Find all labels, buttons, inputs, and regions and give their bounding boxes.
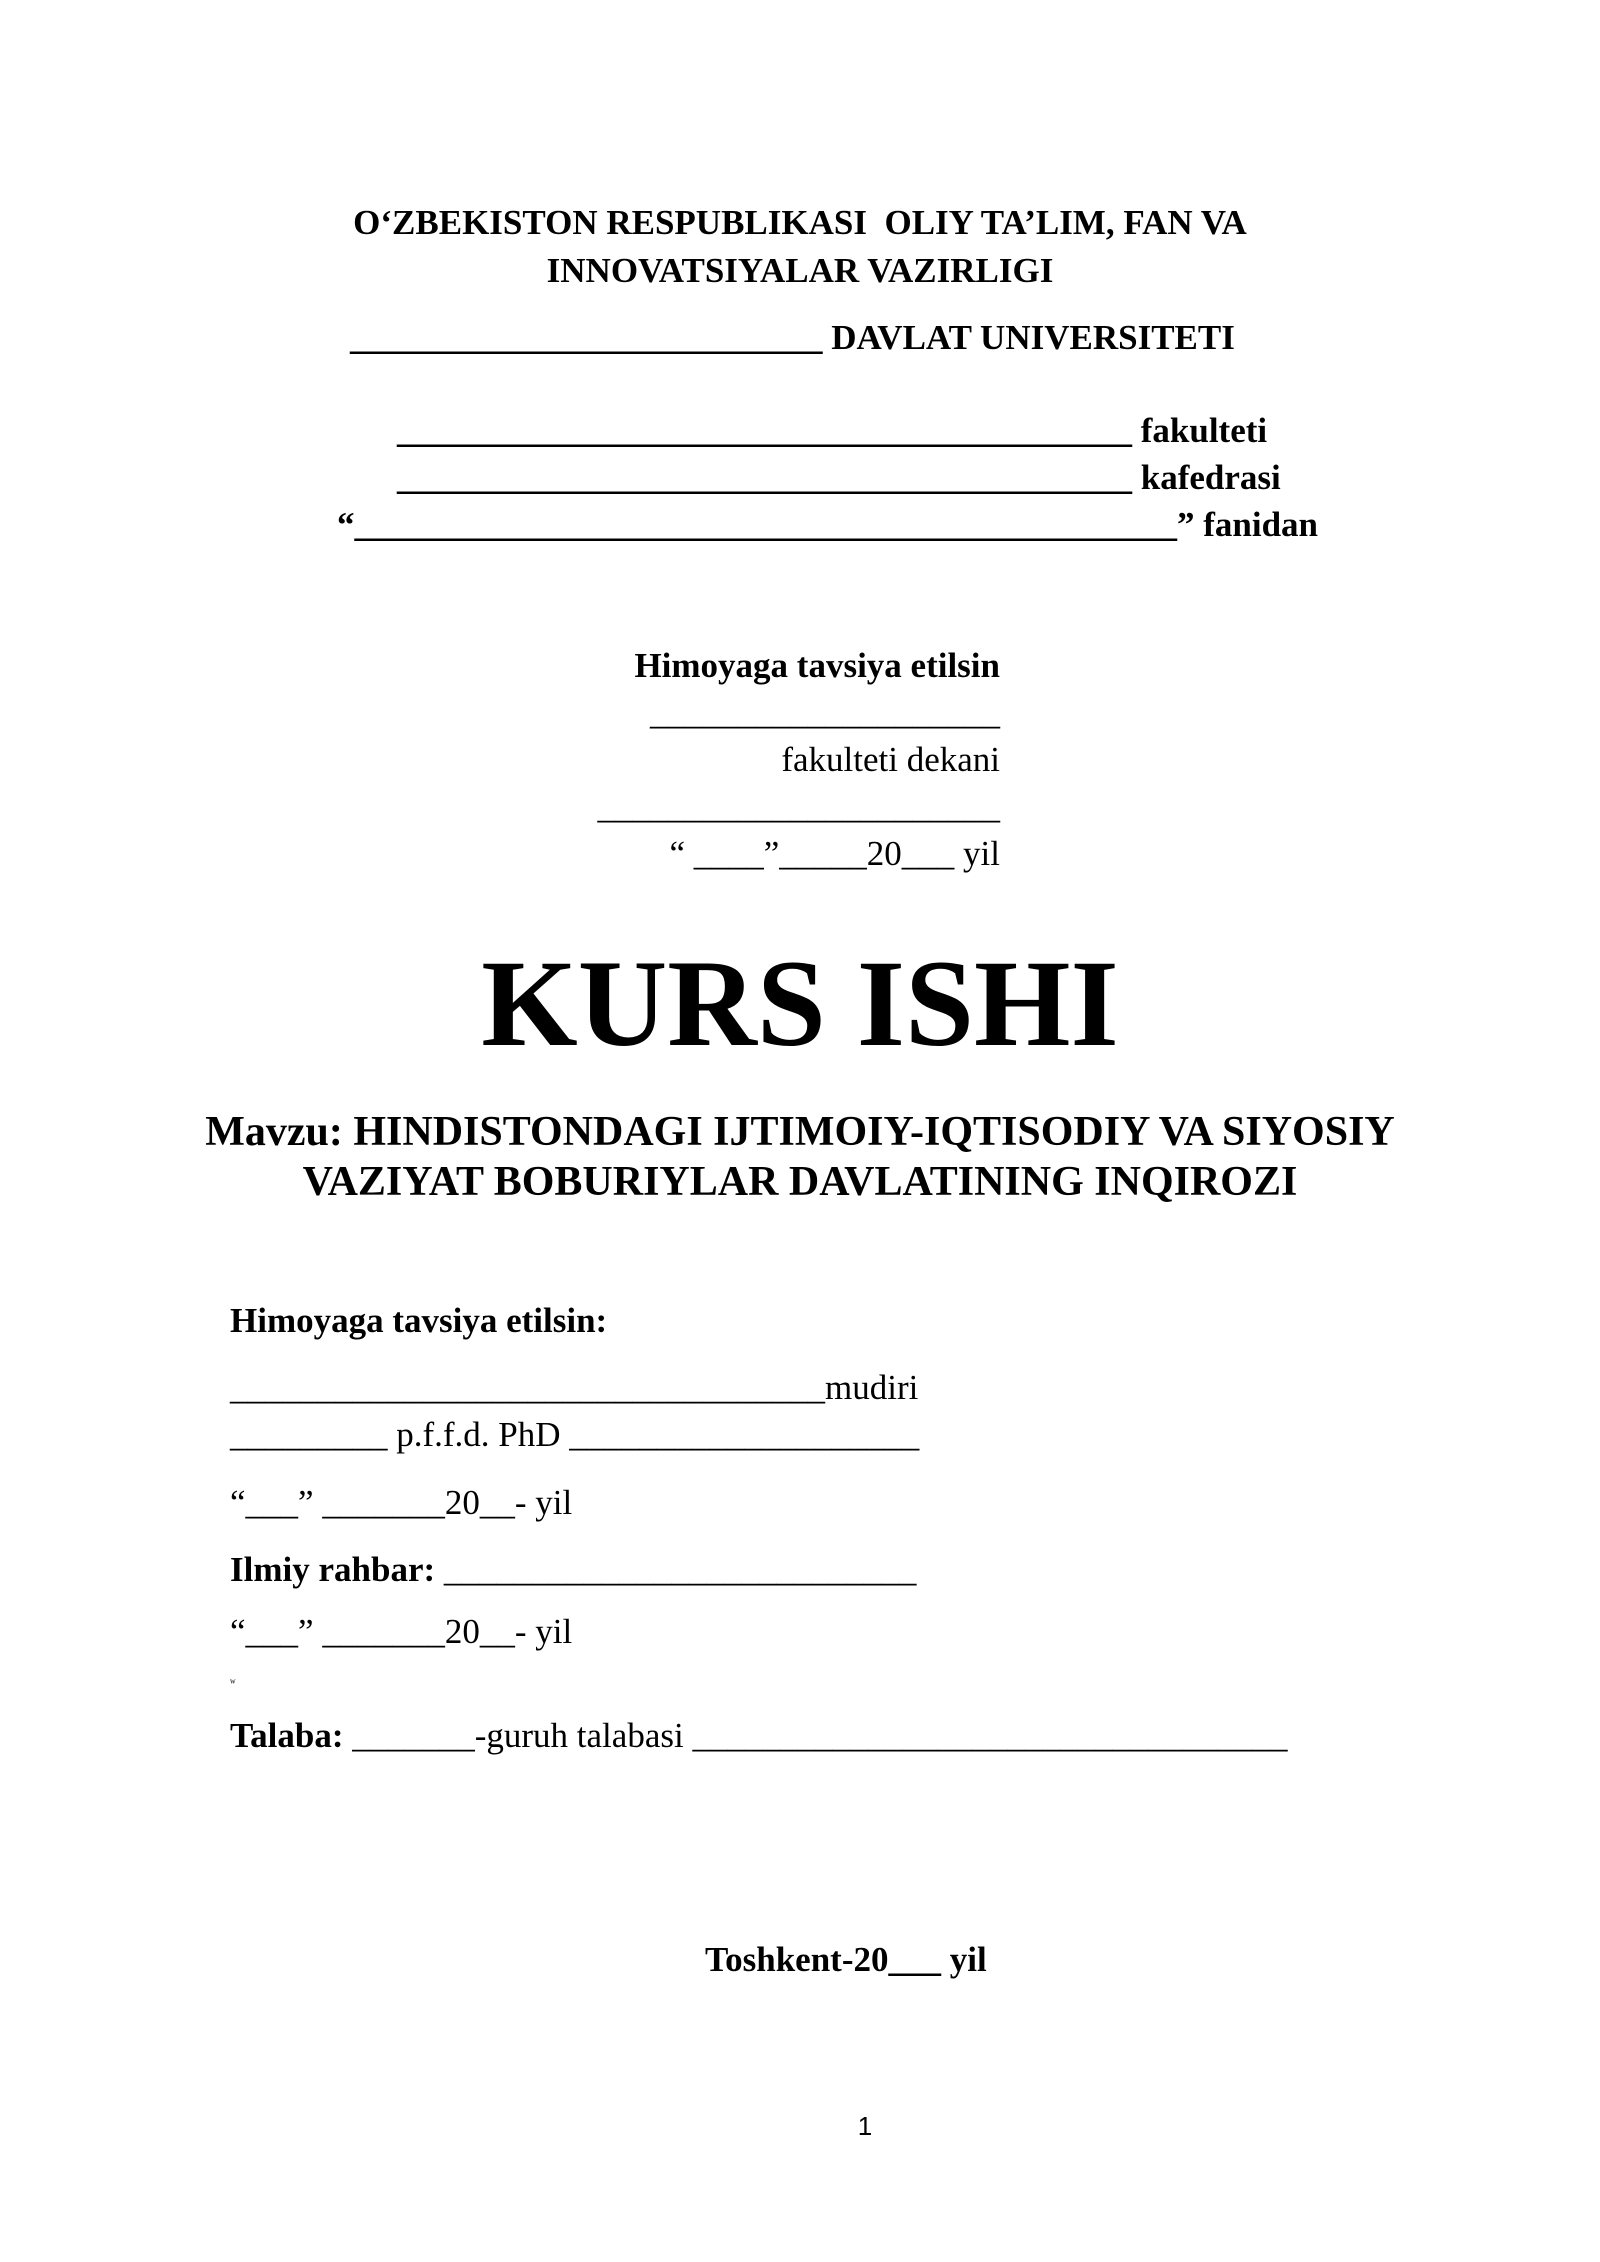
- supervisor-label: Ilmiy rahbar:: [230, 1550, 436, 1589]
- dean-name-blank: _______________________: [597, 787, 1000, 826]
- supervisor-blank: ___________________________: [435, 1550, 917, 1589]
- ministry-line-1: O‘ZBEKISTON RESPUBLIKASI OLIY TA’LIM, FAN VA: [353, 203, 1247, 242]
- student-group-and-name: _______-guruh talabasi __________________________________: [343, 1716, 1288, 1755]
- department-line: __________________________________________ kafedrasi: [397, 458, 1281, 497]
- approval-date-1: “___” _______20__- yil: [230, 1483, 573, 1522]
- faculty-line: __________________________________________ fakulteti: [397, 411, 1268, 450]
- topic-line-1: Mavzu: HINDISTONDAGI IJTIMOIY-IQTISODIY VA SIYOSIY: [205, 1109, 1395, 1155]
- page-number: 1: [857, 2111, 873, 2141]
- dean-role: fakulteti dekani: [781, 740, 1000, 779]
- dean-approval-title: Himoyaga tavsiya etilsin: [634, 646, 1000, 685]
- subject-line: “_______________________________________________” fanidan: [337, 505, 1319, 544]
- small-mark: ʷ: [230, 1675, 236, 1690]
- ministry-line-2: INNOVATSIYALAR VAZIRLIGI: [546, 251, 1054, 290]
- recommend-label: Himoyaga tavsiya etilsin:: [230, 1301, 608, 1340]
- topic-line-2: VAZIYAT BOBURIYLAR DAVLATINING INQIROZI: [302, 1159, 1298, 1205]
- degree-line: _________ p.f.f.d. PhD ____________________: [230, 1415, 920, 1454]
- document-title: KURS ISHI: [481, 935, 1119, 1072]
- university-line: ___________________________ DAVLAT UNIVERSITETI: [350, 318, 1235, 357]
- dean-approval-date: “ ____”_____20___ yil: [669, 834, 1000, 873]
- student-line: [230, 1718, 1287, 1753]
- city-year: Toshkent-20___ yil: [705, 1940, 987, 1979]
- supervisor-line: [230, 1552, 916, 1587]
- head-of-department-line: __________________________________mudiri: [230, 1368, 919, 1407]
- student-label: Talaba:: [230, 1716, 344, 1755]
- dean-signature-blank: ____________________: [650, 693, 1000, 732]
- approval-date-2: “___” _______20__- yil: [230, 1612, 573, 1651]
